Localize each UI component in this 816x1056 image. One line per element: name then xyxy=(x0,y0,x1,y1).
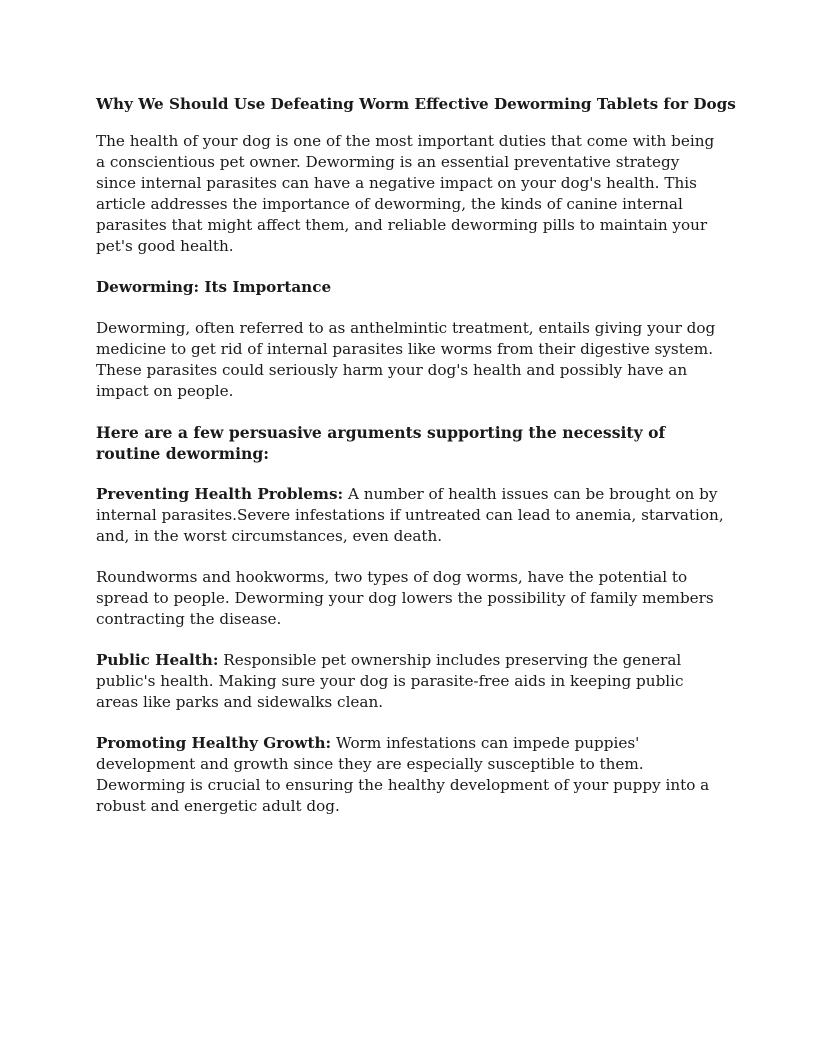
argument-lead: Public Health: xyxy=(96,651,219,669)
argument-text: Worm infestations can impede puppies' development and growth since they are especially susceptible to them. Deworming is crucial to ensuring the healthy development of your puppy into a robust and energetic adult dog. xyxy=(96,734,710,815)
argument-lead: Promoting Healthy Growth: xyxy=(96,734,332,752)
argument-text: A number of health issues can be brought on by internal parasites.Severe infestations if untreated can lead to anemia, starvation, and, in the worst circumstances, even death. xyxy=(96,485,724,545)
importance-paragraph: Deworming, often referred to as anthelmintic treatment, entails giving your dog medicine to get rid of internal parasites like worms from their digestive system. These parasites could seriously harm your dog's health and possibly have an impact on people. xyxy=(96,319,716,400)
argument-healthy-growth xyxy=(96,733,724,817)
argument-text: Responsible pet ownership includes preserving the general public's health. Making sure your dog is parasite-free aids in keeping public areas like parks and sidewalks clean. xyxy=(96,651,684,711)
argument-zoonotic xyxy=(96,567,724,630)
argument-text: Roundworms and hookworms, two types of dog worms, have the potential to spread to people. Deworming your dog lowers the possibility of family members contracting the disease. xyxy=(96,568,714,628)
document-page xyxy=(96,92,736,837)
section-heading-arguments: Here are a few persuasive arguments supporting the necessity of routine deworming: xyxy=(96,423,666,463)
section-heading-importance: Deworming: Its Importance xyxy=(96,278,332,296)
intro-paragraph: The health of your dog is one of the most important duties that come with being a conscientious pet owner. Deworming is an essential preventative strategy since internal parasites can have a negative impact on your dog's health. This article addresses the importance of deworming, the kinds of canine internal parasites that might affect them, and reliable deworming pills to maintain your pet's good health. xyxy=(96,132,715,255)
argument-health-problems xyxy=(96,484,724,547)
document-title: Why We Should Use Defeating Worm Effective Deworming Tablets for Dogs xyxy=(96,95,736,113)
argument-lead: Preventing Health Problems: xyxy=(96,485,344,503)
argument-public-health xyxy=(96,650,724,713)
